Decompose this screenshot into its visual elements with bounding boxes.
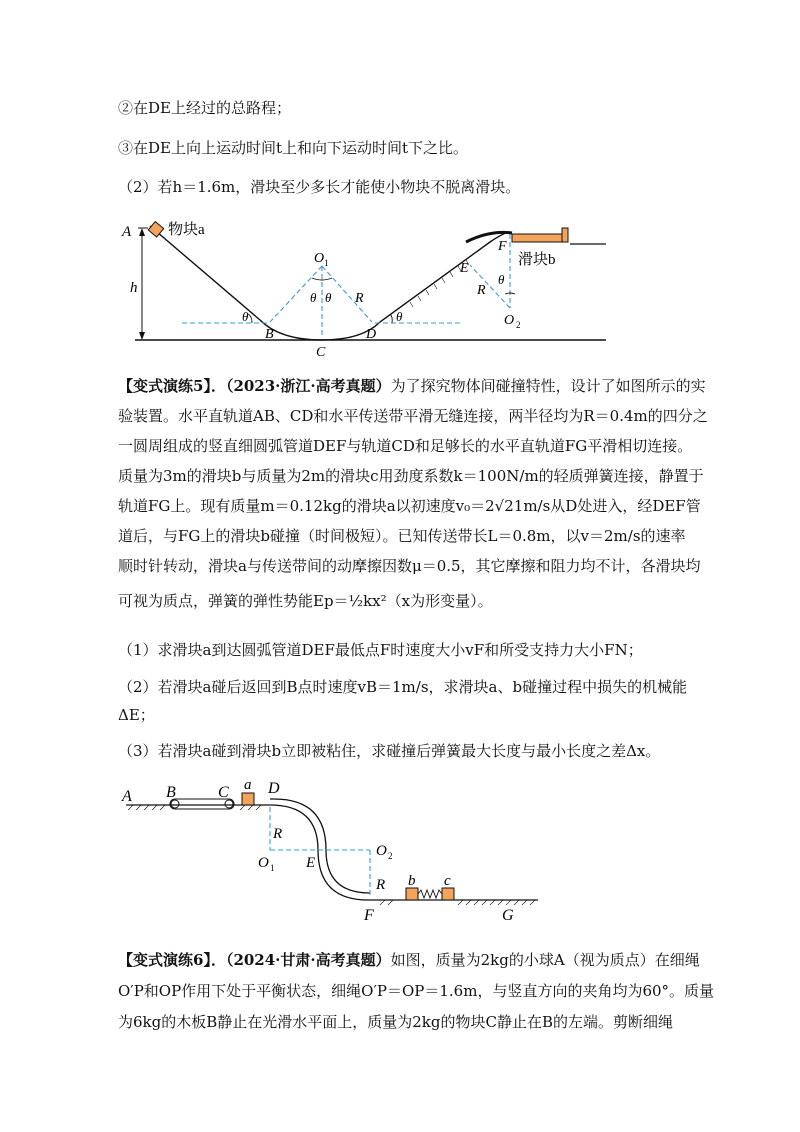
ex5-line-7: 顺时针转动，滑块a与传送带间的动摩擦因数μ＝0.5，其它摩擦和阻力均不计，各滑块均 xyxy=(118,557,701,575)
ex5-question-2b: ΔE； xyxy=(118,706,155,724)
label-R2: R xyxy=(376,877,386,893)
ex6-line-1 xyxy=(118,950,700,970)
label-C: C xyxy=(316,345,326,360)
slider-b xyxy=(512,234,564,242)
label-C: C xyxy=(218,784,229,801)
ex5-line-3: 一圆周组成的竖直细圆弧管道DEF与轨道CD和足够长的水平直轨道FG平滑相切连接。 xyxy=(118,437,693,455)
label-c: c xyxy=(444,873,451,889)
figure-1-track-diagram xyxy=(110,210,610,360)
block-a xyxy=(242,793,254,805)
label-theta-2: θ xyxy=(325,290,332,305)
label-O1-sub: 1 xyxy=(270,863,275,873)
label-O2-sub: 2 xyxy=(516,320,521,330)
block-a xyxy=(148,222,163,237)
label-B: B xyxy=(166,784,176,801)
label-R1: R xyxy=(273,826,283,842)
label-a: a xyxy=(244,777,252,793)
question-2: （2）若h＝1.6m，滑块至少多长才能使小物块不脱离滑块。 xyxy=(118,178,521,196)
label-O2: O xyxy=(376,843,387,859)
ex6-line-2: O′P和OP作用下处于平衡状态，细绳O′P＝OP＝1.6m，与竖直方向的夹角均为60°。质量 xyxy=(118,982,715,1000)
ex5-line-8: 可视为质点，弹簧的弹性势能Ep＝½kx²（x为形变量）。 xyxy=(118,592,493,610)
label-O2-sub: 2 xyxy=(388,851,393,861)
label-D: D xyxy=(366,327,377,342)
label-E: E xyxy=(306,855,316,871)
ex5-question-1: （1）求滑块a到达圆弧管道DEF最低点F时速度大小vF和所受支持力大小FN； xyxy=(118,641,643,659)
label-D: D xyxy=(268,780,280,797)
label-G: G xyxy=(502,907,514,924)
ex5-line-5: 轨道FG上。现有质量m＝0.12kg的滑块a以初速度v₀＝2√21m/s从D处进入，经DEF管 xyxy=(118,497,701,515)
label-O1: O xyxy=(314,251,325,266)
pipe-inner xyxy=(270,799,370,893)
label-block-a: 物块a xyxy=(168,222,205,238)
ex6-p1: 如图，质量为2kg的小球A（视为质点）在细绳 xyxy=(390,951,700,969)
label-E: E xyxy=(460,261,469,276)
ex5-line-4: 质量为3m的滑块b与质量为2m的滑块c用劲度系数k＝100N/m的轻质弹簧连接，静置于 xyxy=(118,467,704,485)
ex5-line-6: 道后，与FG上的滑块b碰撞（时间极短）。已知传送带长L＝0.8m，以v＝2m/s的速率 xyxy=(118,527,686,545)
ex5-line-1 xyxy=(118,376,706,396)
dashed-guides xyxy=(182,234,510,338)
ex5-question-2a: （2）若滑块a碰后返回到B点时速度vB＝1m/s，求滑块a、b碰撞过程中损失的机械能 xyxy=(118,678,688,696)
ex5-p1: 为了探究物体间碰撞特性，设计了如图所示的实 xyxy=(390,377,706,395)
label-theta-1: θ xyxy=(310,290,317,305)
label-B: B xyxy=(265,327,274,342)
label-theta-B: θ xyxy=(242,309,249,324)
label-A: A xyxy=(122,224,132,240)
label-h: h xyxy=(130,280,138,296)
label-R: R xyxy=(355,291,364,306)
pipe-outer xyxy=(263,805,368,900)
label-slider-b: 滑块b xyxy=(518,252,556,268)
ex5-line-2: 验装置。水平直轨道AB、CD和水平传送带平滑无缝连接，两半径均为R＝0.4m的四分之 xyxy=(118,407,708,425)
label-A: A xyxy=(122,788,132,805)
label-R-2: R xyxy=(477,283,486,298)
label-F: F xyxy=(364,907,374,924)
block-b xyxy=(406,888,418,900)
spring xyxy=(418,890,442,898)
ex6-title: 【变式演练6】．（2024·甘肃·高考真题） xyxy=(118,951,391,969)
ex5-title: 【变式演练5】．（2023·浙江·高考真题） xyxy=(118,377,391,395)
label-F: F xyxy=(498,239,507,254)
subq-2-3: ③在DE上向上运动时间t上和向下运动时间t下之比。 xyxy=(118,139,469,157)
slider-b-stop xyxy=(562,228,568,242)
figure-2-pipe-diagram xyxy=(118,775,558,925)
subq-2-2: ②在DE上经过的总路程； xyxy=(118,99,291,117)
ex5-question-3: （3）若滑块a碰到滑块b立即被粘住，求碰撞后弹簧最大长度与最小长度之差Δx。 xyxy=(118,742,661,760)
label-b: b xyxy=(408,873,416,889)
block-c xyxy=(442,888,454,900)
label-theta-D: θ xyxy=(396,309,403,324)
label-theta-F: θ xyxy=(498,272,505,287)
label-O2: O xyxy=(504,313,515,328)
label-O1-sub: 1 xyxy=(324,258,329,268)
ex6-line-3: 为6kg的木板B静止在光滑水平面上，质量为2kg的物块C静止在B的左端。剪断细绳 xyxy=(118,1013,673,1031)
label-O1: O xyxy=(258,855,269,871)
